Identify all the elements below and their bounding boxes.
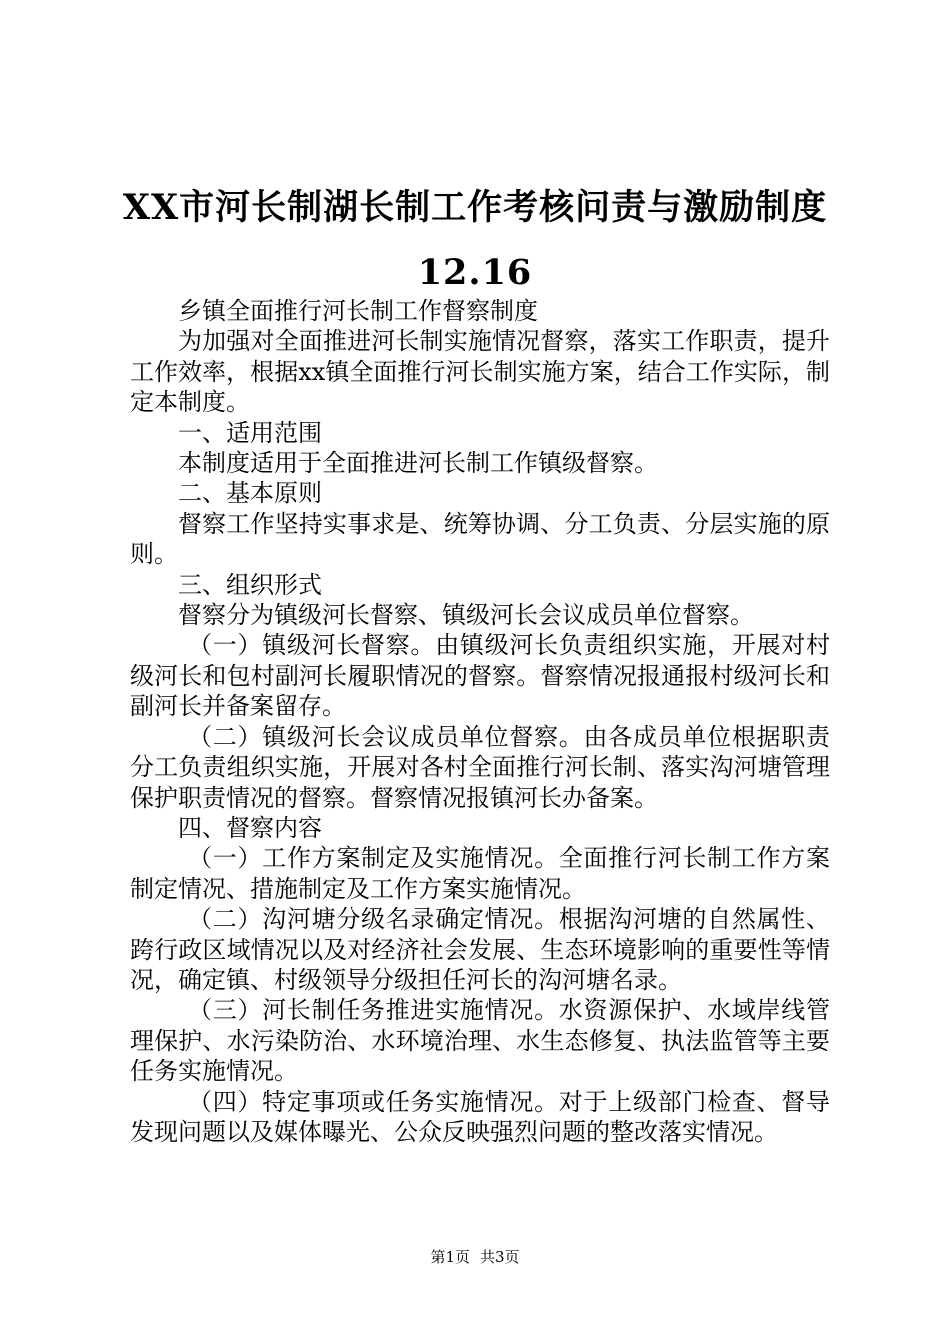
body-paragraph: （一）工作方案制定及实施情况。全面推行河长制工作方案制定情况、措施制定及工作方案实施情况。 [130, 844, 830, 903]
body-paragraph: （二）沟河塘分级名录确定情况。根据沟河塘的自然属性、跨行政区域情况以及对经济社会发展、生态环境影响的重要性等情况，确定镇、村级领导分级担任河长的沟河塘名录。 [130, 905, 830, 994]
body-paragraph: 本制度适用于全面推进河长制工作镇级督察。 [178, 449, 658, 478]
body-paragraph: （一）镇级河长督察。由镇级河长负责组织实施，开展对村级河长和包村副河长履职情况的督察。督察情况报通报村级河长和副河长并备案留存。 [130, 631, 830, 721]
section-heading: 三、组织形式 [178, 570, 322, 599]
section-heading: 二、基本原则 [178, 479, 322, 508]
body-paragraph: （二）镇级河长会议成员单位督察。由各成员单位根据职责分工负责组织实施，开展对各村全面推行河长制、落实沟河塘管理保护职责情况的督察。督察情况报镇河长办备案。 [130, 722, 830, 812]
body-paragraph: （四）特定事项或任务实施情况。对于上级部门检查、督导发现问题以及媒体曝光、公众反映强烈问题的整改落实情况。 [130, 1087, 830, 1146]
page-footer [0, 1247, 950, 1267]
body-paragraph: 为加强对全面推进河长制实施情况督察，落实工作职责，提升工作效率，根据xx镇全面推行河长制实施方案，结合工作实际，制定本制度。 [130, 327, 830, 417]
section-heading: 一、适用范围 [178, 418, 322, 447]
body-paragraph: 督察分为镇级河长督察、镇级河长会议成员单位督察。 [178, 601, 754, 630]
document-title: XX市河长制湖长制工作考核问责与激励制度 [122, 187, 828, 228]
section-heading: 四、督察内容 [178, 813, 322, 842]
page-number: 第1页 [430, 1248, 470, 1266]
body-paragraph: （三）河长制任务推进实施情况。水资源保护、水域岸线管理保护、水污染防治、水环境治理、水生态修复、执法监管等主要任务实施情况。 [130, 996, 830, 1086]
body-paragraph: 督察工作坚持实事求是、统筹协调、分工负责、分层实施的原则。 [130, 509, 830, 569]
document-title-date: 12.16 [417, 252, 533, 293]
document-body [130, 296, 830, 1147]
page-total: 共3页 [480, 1248, 520, 1266]
section-subtitle: 乡镇全面推行河长制工作督察制度 [178, 297, 538, 325]
